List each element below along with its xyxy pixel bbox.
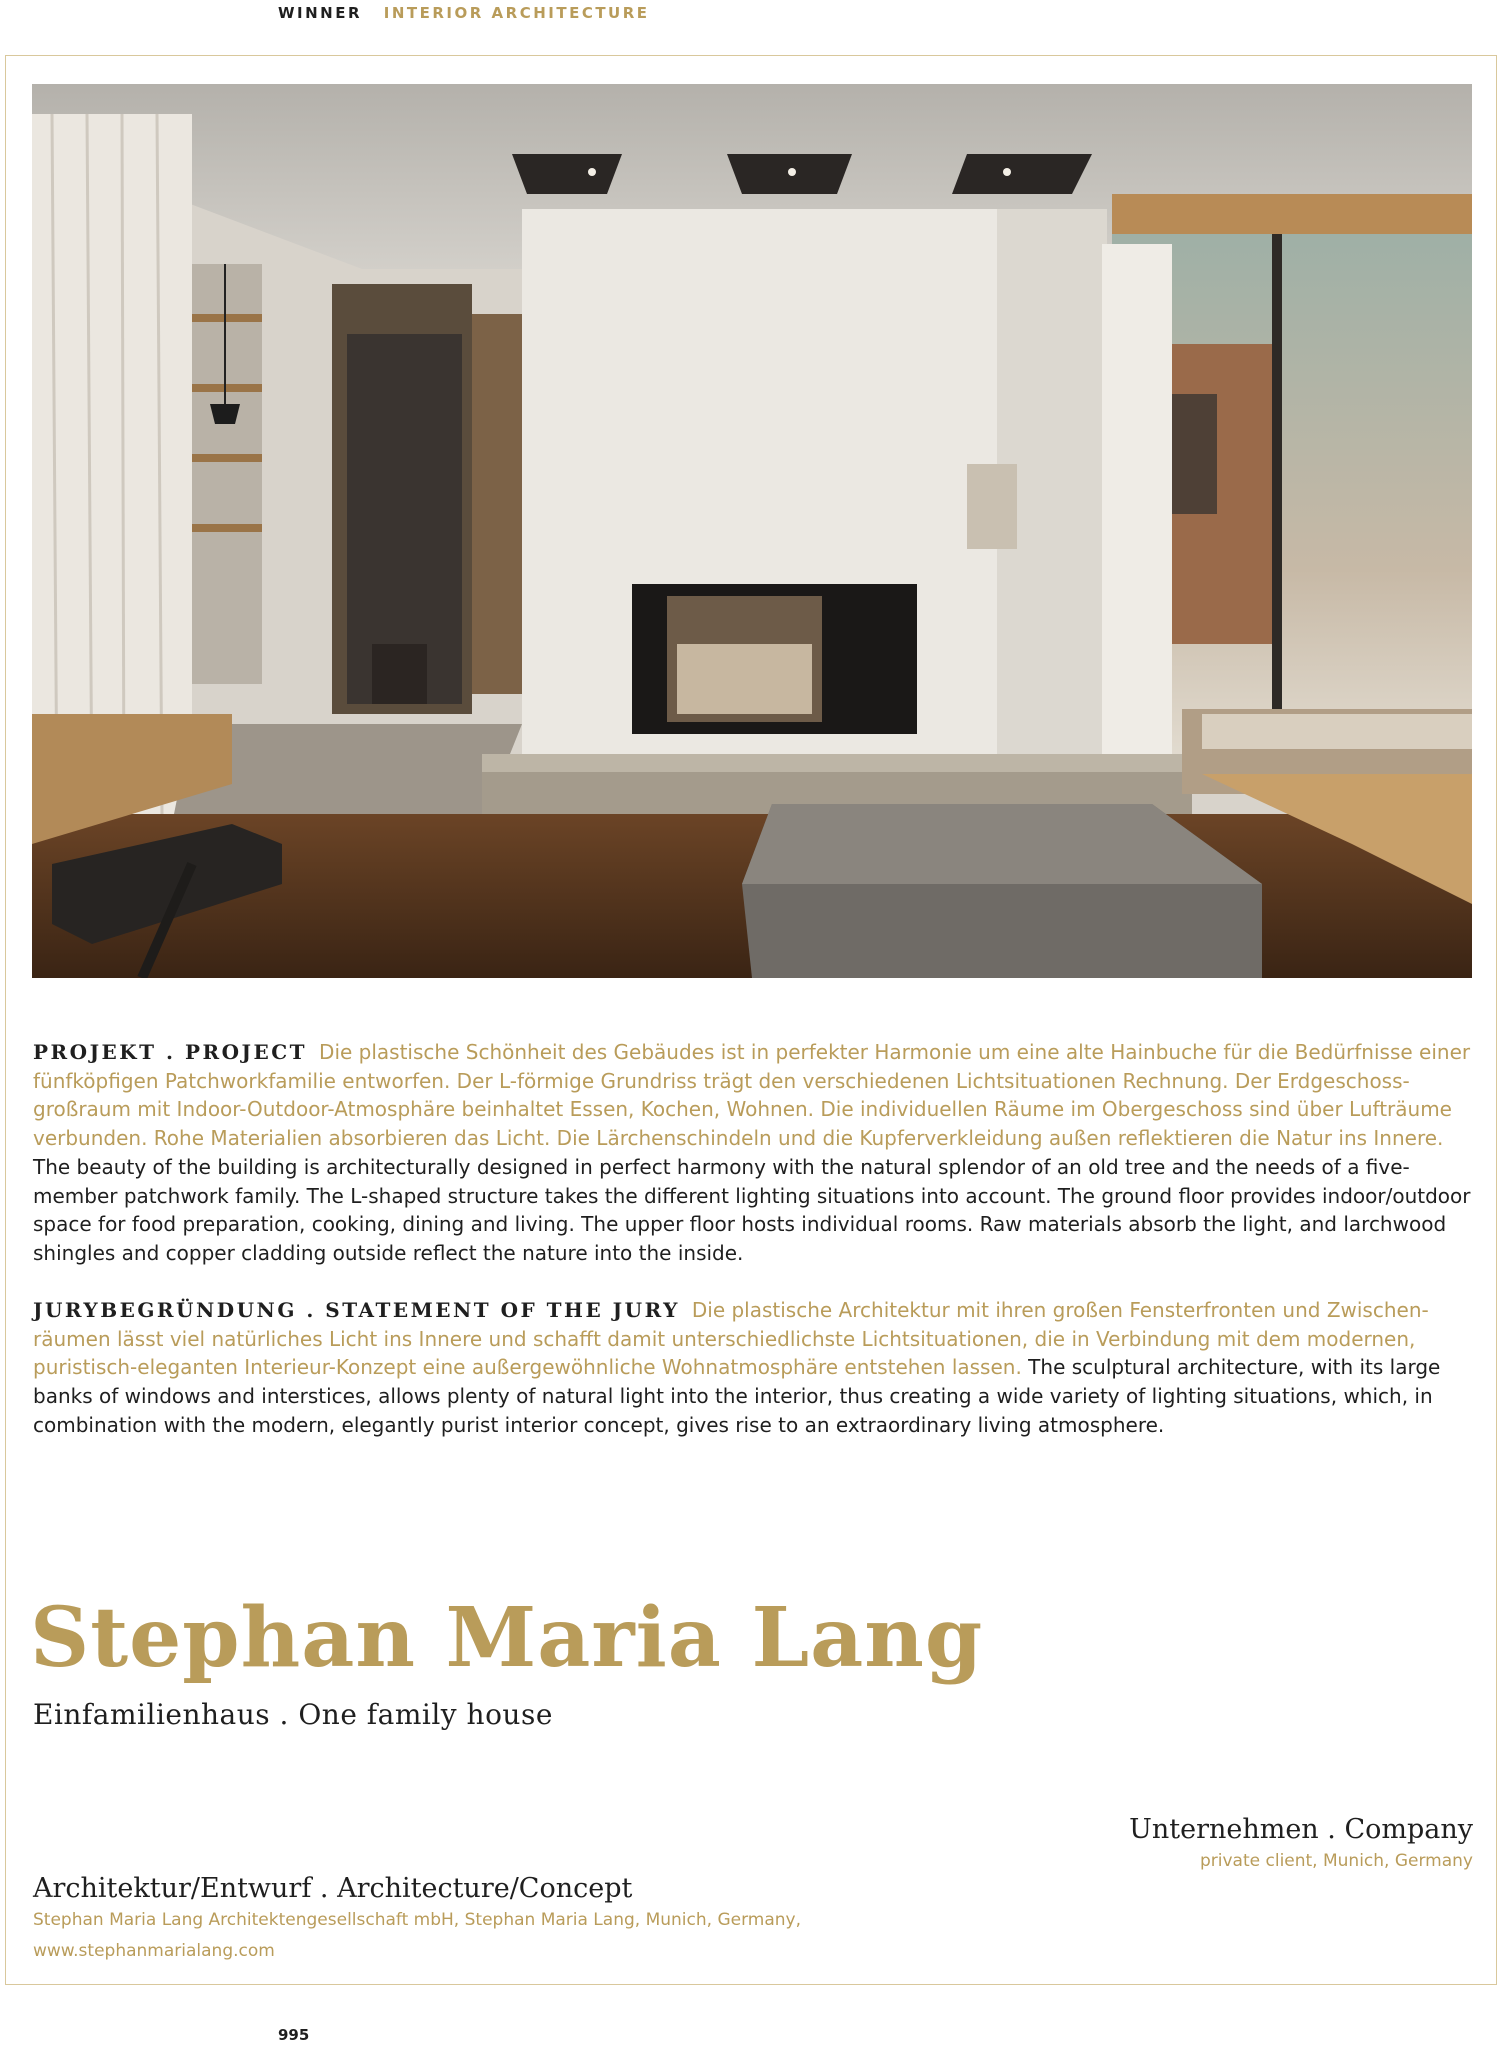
header-label: WINNER bbox=[278, 4, 363, 22]
architecture-info bbox=[33, 1873, 801, 1966]
project-english: The beauty of the building is architecturally designed in perfect harmony with the natural splendor of an old tree and the needs of a five-member patchwork family. The L-shaped structure takes the different lighting situations into account. The ground floor provides indoor/outdoor space for food preparation, cooking, dining and living. The upper floor hosts individual rooms. Raw materials absorb the light, and larchwood shingles and copper cladding outside reflect the nature into the inside. bbox=[33, 1154, 1471, 1265]
project-german: Die plastische Schönheit des Gebäudes ist in perfekter Harmonie um eine alte Hainbuche für die Bedürfnisse einer fünfköpfigen Patchworkfamilie entworfen. Der L-förmige Grundriss trägt den verschiedenen Lichtsituationen Rechnung. Der Erdgeschoss-großraum mit Indoor-Outdoor-Atmosphäre beinhaltet Essen, Kochen, Wohnen. Die individuellen Räume im Obergeschoss sind über Lufträume verbunden. Rohe Materialien absorbieren das Licht. Die Lärchenschindeln und die Kupferverkleidung außen reflektieren die Natur ins Innere. bbox=[33, 1040, 1471, 1151]
page-subtitle: Einfamilienhaus . One family house bbox=[33, 1698, 553, 1731]
header-category: INTERIOR ARCHITECTURE bbox=[383, 4, 650, 22]
jury-english: The sculptural architecture, with its large banks of windows and interstices, allows plenty of natural light into the interior, thus creating a wide variety of lighting situations, which, in combination with the modern, elegantly purist interior concept, gives rise to an extraordinary living atmosphere. bbox=[33, 1355, 1441, 1437]
company-value: private client, Munich, Germany bbox=[1199, 1851, 1473, 1871]
architecture-heading: Architektur/Entwurf . Architecture/Concept bbox=[33, 1873, 633, 1904]
page-header bbox=[278, 4, 650, 22]
page-title: Stephan Maria Lang bbox=[30, 1590, 984, 1686]
jury-lead: JURYBEGRÜNDUNG . STATEMENT OF THE JURY bbox=[33, 1298, 680, 1322]
company-info bbox=[1129, 1814, 1473, 1871]
company-heading: Unternehmen . Company bbox=[1129, 1814, 1473, 1845]
page-number: 995 bbox=[278, 2026, 310, 2044]
interior-photo bbox=[32, 84, 1472, 978]
project-section bbox=[33, 1038, 1473, 1268]
architecture-line1: Stephan Maria Lang Architektengesellschaft mbH, Stephan Maria Lang, Munich, Germany, bbox=[33, 1910, 801, 1930]
jury-german: Die plastische Architektur mit ihren großen Fensterfronten und Zwischen-räumen lässt viel natürliches Licht ins Innere und schafft damit unterschiedlichste Lichtsituationen, die in Verbindung mit dem modernen, puristisch-eleganten Interieur-Konzept eine außergewöhnliche Wohnatmosphäre entstehen lassen. bbox=[33, 1298, 1429, 1380]
jury-section bbox=[33, 1296, 1473, 1440]
architecture-website-link[interactable]: www.stephanmarialang.com bbox=[33, 1941, 275, 1961]
project-lead: PROJEKT . PROJECT bbox=[33, 1040, 308, 1064]
